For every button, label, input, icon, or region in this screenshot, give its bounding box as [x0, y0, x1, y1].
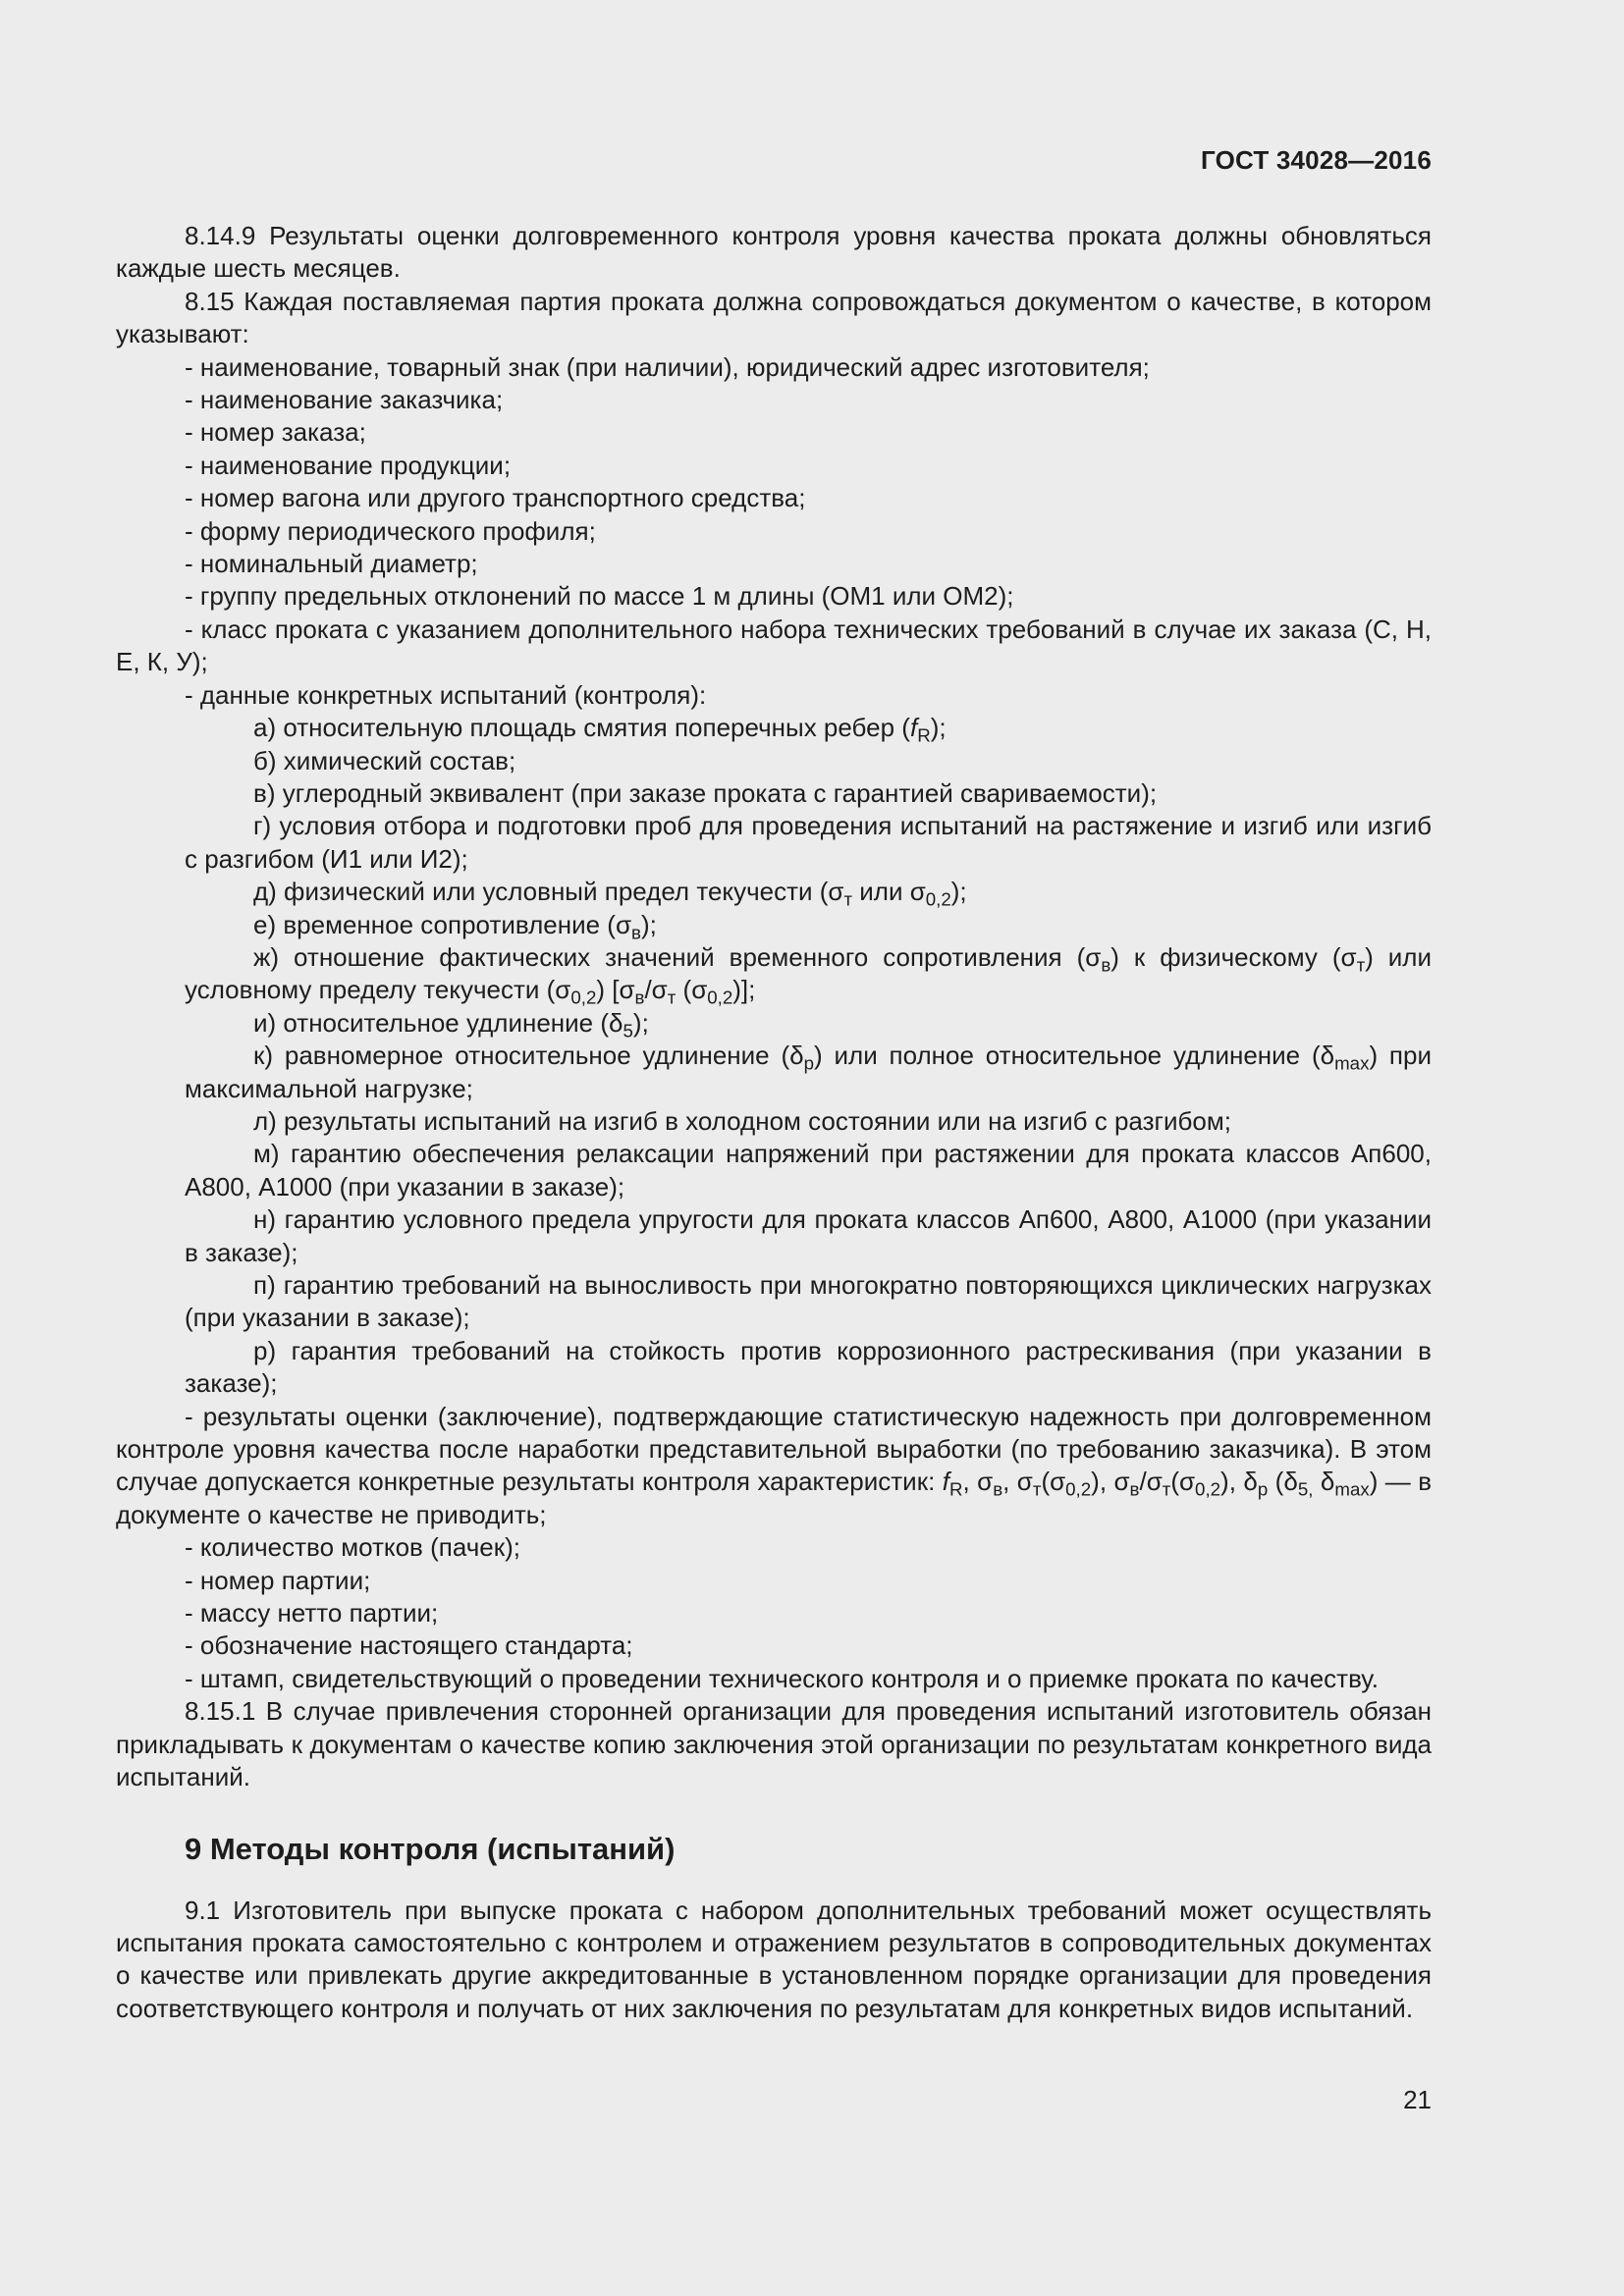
paragraph: д) физический или условный предел текучести ($\sigma_т$ или $\sigma_{0,2}$); [253, 877, 967, 910]
paragraph: ж) отношение фактических значений временного сопротивления $(\sigma_в)$ к физическому $(\sigma_т)$ или условному пределу текучести $(\sigma_{0,2})$ [$\sigma_в/\sigma_т$ $(\sigma_{0,2})$]; [185, 941, 1433, 1008]
paragraph: 9.1 Изготовитель при выпуске проката с набором дополнительных требований может осуществлять испытания проката самостоятельно с контролем и отражением результатов в сопроводительных документах о качестве или привлекать другие аккредитованные в установленном порядке организации для проведения соответствующего контроля и получать от них заключения по результатам для конкретных видов испытаний. [116, 1895, 1432, 2023]
paragraph: л) результаты испытаний на изгиб в холодном состоянии или на изгиб с разгибом; [253, 1105, 1231, 1136]
paragraph: - наименование заказчика; [185, 385, 504, 415]
document-body [116, 220, 1432, 2025]
paragraph: 8.14.9 Результаты оценки долговременного контроля уровня качества проката должны обновляться каждые шесть месяцев. [116, 221, 1432, 284]
document-header: ГОСТ 34028—2016 [1201, 145, 1432, 175]
paragraph: 8.15.1 В случае привлечения сторонней организации для проведения испытаний изготовитель обязан прикладывать к документам о качестве копию заключения этой организации по результатам конкретного вида испытаний. [116, 1696, 1432, 1792]
paragraph: п) гарантию требований на выносливость при многократно повторяющихся циклических нагрузках (при указании в заказе); [185, 1270, 1432, 1333]
page-number: 21 [1403, 2085, 1432, 2114]
paragraph: - массу нетто партии; [185, 1598, 439, 1629]
paragraph: г) условия отбора и подготовки проб для проведения испытаний на растяжение и изгиб или изгиб с разгибом (И1 или И2); [185, 811, 1432, 874]
paragraph: е) временное сопротивление $(\sigma_в)$; [253, 909, 657, 943]
paragraph: б) химический состав; [253, 745, 516, 775]
paragraph: - результаты оценки (заключение), подтверждающие статистическую надежность при долговременном контроле уровня качества после наработки представительной выработки (по требованию заказчика). В этом случае допускается конкретные результаты контроля характеристик: $f_R$, $\sigma_в$, $\sigma_т(\sigma_{0,2})$, $\sigma_в/\sigma_т(\sigma_{0,2})$, $\delta_р$ ($\delta_{5,}$ $\delta_{max}$) — в документе о качестве не приводить; [116, 1401, 1433, 1529]
paragraph: - данные конкретных испытаний (контроля): [185, 679, 707, 710]
paragraph: - группу предельных отклонений по массе 1 м длины (ОМ1 или ОМ2); [185, 581, 1014, 612]
paragraph: а) относительную площадь смятия поперечных ребер $(f_R)$; [253, 713, 947, 746]
paragraph: - наименование продукции; [185, 450, 512, 480]
paragraph: - штамп, свидетельствующий о проведении технического контроля и о приемке проката по качеству. [185, 1663, 1379, 1693]
section-heading: 9 Методы контроля (испытаний) [185, 1831, 676, 1866]
paragraph: - номер заказа; [185, 417, 366, 448]
paragraph: - номинальный диаметр; [185, 549, 478, 579]
paragraph: и) относительное удлинение $(\delta_5)$; [253, 1007, 649, 1041]
paragraph: - класс проката с указанием дополнительного набора технических требований в случае их заказа (С, Н, Е, К, У); [116, 614, 1432, 677]
paragraph: н) гарантию условного предела упругости для проката классов Ап600, А800, А1000 (при указании в заказе); [185, 1204, 1432, 1267]
paragraph: в) углеродный эквивалент (при заказе проката с гарантией свариваемости); [253, 777, 1158, 808]
paragraph: к) равномерное относительное удлинение $(\delta_р)$ или полное относительное удлинение $(\delta_{max})$ при максимальной нагрузке; [185, 1041, 1432, 1103]
paragraph: 8.15 Каждая поставляемая партия проката должна сопровождаться документом о качестве, в котором указывают: [116, 286, 1432, 349]
paragraph: р) гарантия требований на стойкость против коррозионного растрескивания (при указании в заказе); [185, 1335, 1432, 1399]
paragraph: - номер партии; [185, 1565, 371, 1595]
paragraph: - обозначение настоящего стандарта; [185, 1630, 633, 1661]
paragraph: м) гарантию обеспечения релаксации напряжений при растяжении для проката классов Ап600, А800, А1000 (при указании в заказе); [185, 1139, 1432, 1201]
paragraph: - наименование, товарный знак (при наличии), юридический адрес изготовителя; [185, 351, 1150, 382]
paragraph: - форму периодического профиля; [185, 515, 596, 546]
paragraph: - номер вагона или другого транспортного средства; [185, 483, 806, 513]
paragraph: - количество мотков (пачек); [185, 1532, 520, 1563]
